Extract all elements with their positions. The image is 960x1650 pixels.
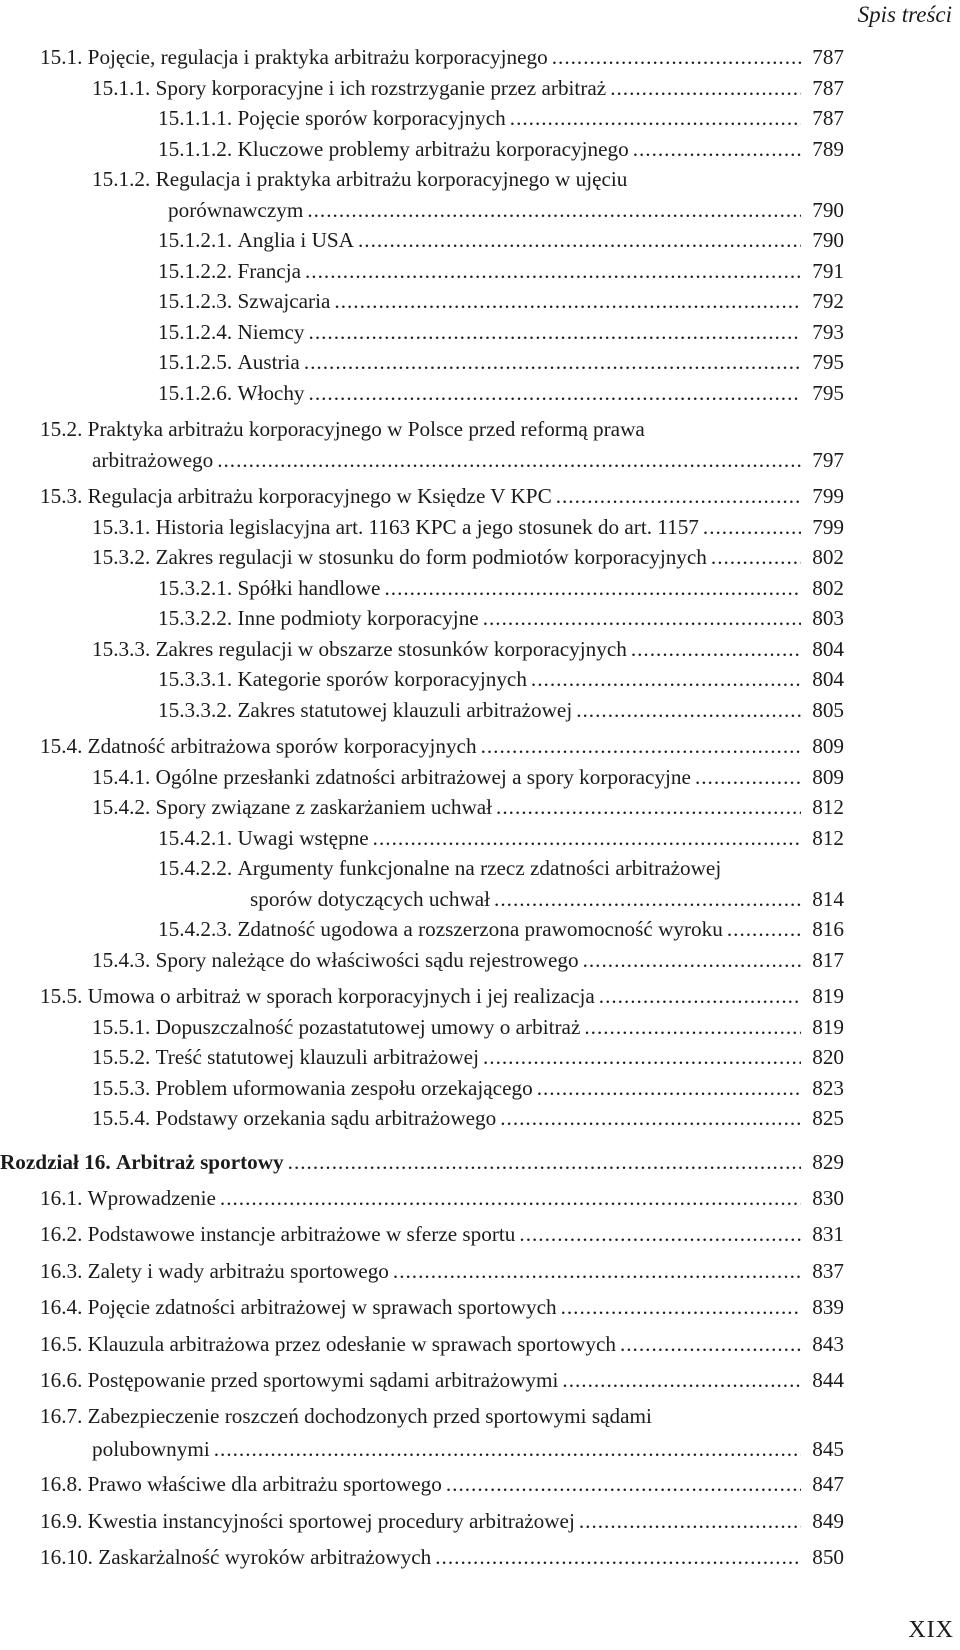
toc-entry-page: 803 [812,606,844,630]
toc-entry-number: 15.3.2. [92,545,151,569]
leader-dots [631,634,801,665]
toc-entry[interactable] [0,542,844,573]
leader-dots [552,42,801,73]
leader-dots [304,347,801,378]
toc-entry[interactable] [0,225,844,256]
toc-entry-page: 830 [812,1185,844,1210]
toc-entry[interactable] [0,603,844,634]
toc-entry-number: 15.4. [40,734,83,758]
toc-entry-page: 809 [812,734,844,758]
toc-entry[interactable] [0,134,844,165]
toc-entry-title: Zabezpieczenie roszczeń dochodzonych przed sportowymi sądami [87,1404,652,1429]
leader-dots [727,914,801,945]
leader-dots [562,1362,801,1398]
toc-entry[interactable] [0,256,844,287]
toc-entry-number: 16.8. [40,1472,83,1497]
toc-entry-title: Regulacja arbitrażu korporacyjnego w Księdze V KPC [87,484,552,508]
toc-entry[interactable] [0,981,844,1012]
toc-entry[interactable] [0,286,844,317]
toc-entry[interactable] [0,414,844,475]
toc-entry-number: 15.5.2. [92,1045,151,1069]
leader-dots [556,481,801,512]
table-of-contents [0,42,960,1576]
leader-dots [217,445,801,476]
toc-entry[interactable] [0,481,844,512]
toc-entry[interactable] [0,73,844,104]
toc-entry-title: Francja [237,258,301,283]
toc-entry[interactable] [0,792,844,823]
toc-entry-number: 16.1. [40,1185,83,1210]
toc-entry[interactable] [0,317,844,348]
toc-entry[interactable] [0,1103,844,1134]
toc-entry-number: 15.5.3. [92,1075,151,1100]
toc-entry-page: 802 [812,575,844,600]
toc-entry-number: 15.5.4. [92,1106,151,1130]
toc-entry-number: 15.3.3.1. [158,667,233,691]
leader-dots [393,1253,801,1289]
chapter-number: Rozdział 16. [0,1149,111,1174]
leader-dots [334,286,801,317]
leader-dots [576,695,801,726]
toc-entry-page: 825 [812,1106,844,1130]
toc-entry[interactable] [0,1466,844,1502]
toc-entry-number: 15.4.2.3. [158,917,233,941]
leader-dots [703,512,801,543]
toc-entry[interactable] [0,1289,844,1325]
toc-entry-number: 16.9. [40,1508,83,1533]
toc-entry-title: Zakres regulacji w stosunku do form podmiotów korporacyjnych [155,545,707,569]
leader-dots [695,762,801,793]
page-number: XIX [908,1617,954,1643]
toc-entry-title: Wprowadzenie [87,1185,216,1210]
toc-entry-title: Spory należące do właściwości sądu rejestrowego [155,947,579,972]
toc-entry[interactable] [0,945,844,976]
toc-entry-page: 793 [812,319,844,344]
leader-dots [583,945,801,976]
toc-entry[interactable] [0,42,844,73]
toc-entry[interactable] [0,1503,844,1539]
toc-entry-title: Umowa o arbitraż w sporach korporacyjnych i jej realizacja [87,984,595,1008]
leader-dots [711,542,801,573]
toc-entry-number: 15.1.2.4. [158,319,233,344]
toc-entry-number: 15.1. [40,45,83,69]
toc-entry-page: 804 [812,667,844,691]
toc-entry-page: 839 [812,1295,844,1320]
toc-entry-number: 15.3.3.2. [158,697,233,722]
toc-entry[interactable] [0,1012,844,1043]
toc-entry-page: 790 [812,228,844,252]
toc-entry-title: Prawo właściwe dla arbitrażu sportowego [87,1472,442,1497]
leader-dots [610,73,801,104]
leader-dots [288,1144,801,1180]
leader-dots [435,1539,801,1575]
toc-entry-title: Pojęcie sporów korporacyjnych [237,106,506,130]
leader-dots [561,1289,801,1325]
toc-entry-page: 802 [812,545,844,569]
toc-entry-page: 787 [812,106,844,130]
toc-entry-number: 15.4.2.2. [158,856,233,880]
toc-entry-number: 16.10. [40,1545,93,1570]
chapter-title: Arbitraż sportowy [115,1149,284,1174]
leader-dots [510,103,801,134]
toc-entry[interactable] [0,1073,844,1104]
toc-entry-title: Anglia i USA [237,228,354,252]
toc-entry-title: Zdatność ugodowa a rozszerzona prawomocność wyroku [237,917,723,941]
toc-entry-number: 15.1.2.3. [158,289,233,313]
toc-entry-title-continued: polubownymi [92,1437,210,1462]
toc-entry-title: Inne podmioty korporacyjne [237,606,479,630]
toc-entry-page: 805 [812,697,844,722]
toc-entry-title: Historia legislacyjna art. 1163 KPC a jego stosunek do art. 1157 [155,514,699,539]
toc-entry[interactable] [0,1400,844,1466]
toc-entry-page: 845 [812,1437,844,1462]
toc-entry-number: 15.4.1. [92,764,151,789]
toc-entry-title: Zalety i wady arbitrażu sportowego [87,1258,389,1283]
toc-entry-page: 814 [812,886,844,911]
toc-entry-title: Kwestia instancyjności sportowej procedury arbitrażowej [87,1508,575,1533]
toc-entry-page: 799 [812,514,844,539]
leader-dots [309,317,801,348]
toc-entry-title: Szwajcaria [237,289,331,313]
toc-entry[interactable] [0,347,844,378]
toc-entry-page: 837 [812,1258,844,1283]
leader-dots [481,731,801,762]
leader-dots [483,1042,801,1073]
toc-entry-number: 16.7. [40,1404,83,1429]
toc-entry-title: Spory korporacyjne i ich rozstrzyganie przez arbitraż [155,75,607,100]
running-head: Spis treści [857,2,952,27]
leader-dots [579,1503,801,1539]
toc-entry-page: 812 [812,825,844,850]
toc-entry-title: Pojęcie, regulacja i praktyka arbitrażu korporacyjnego [87,45,548,69]
toc-entry[interactable] [0,853,844,914]
toc-entry-page: 804 [812,636,844,661]
toc-entry-title: Austria [237,350,300,374]
toc-entry-title: Zakres regulacji w obszarze stosunków korporacyjnych [155,636,627,661]
toc-entry[interactable] [0,164,844,225]
leader-dots [384,573,801,604]
leader-dots [519,1216,801,1252]
toc-entry-number: 15.4.3. [92,947,151,972]
toc-entry-title: Spory związane z zaskarżaniem uchwał [155,795,493,819]
toc-entry-page: 847 [812,1472,844,1497]
toc-entry[interactable] [0,1326,844,1362]
toc-entry[interactable] [0,573,844,604]
toc-entry[interactable] [0,103,844,134]
toc-entry-title: Zdatność arbitrażowa sporów korporacyjnych [87,734,477,758]
toc-entry-title: Klauzula arbitrażowa przez odesłanie w sprawach sportowych [87,1331,616,1356]
leader-dots [446,1466,801,1502]
leader-dots [305,256,801,287]
toc-entry-page: 812 [812,795,844,819]
toc-entry-page: 787 [812,75,844,100]
toc-entry[interactable] [0,1042,844,1073]
toc-entry-number: 15.5.1. [92,1014,151,1039]
toc-entry-title-continued: sporów dotyczących uchwał [250,886,491,911]
toc-entry-page: 797 [812,447,844,472]
toc-entry-number: 15.1.1.2. [158,136,233,161]
leader-dots [214,1433,801,1466]
toc-entry-number: 16.2. [40,1222,83,1247]
toc-entry-title: Zakres statutowej klauzuli arbitrażowej [237,697,573,722]
toc-entry-number: 16.6. [40,1367,83,1392]
toc-entry-title: Pojęcie zdatności arbitrażowej w sprawach sportowych [87,1295,557,1320]
toc-entry-number: 15.3.2.1. [158,575,233,600]
toc-entry-page: 817 [812,947,844,972]
leader-dots [633,134,801,165]
toc-entry-page: 819 [812,984,844,1008]
leader-dots [307,195,801,226]
toc-entry-page: 787 [812,45,844,69]
toc-entry-page: 823 [812,1075,844,1100]
toc-entry-number: 15.1.1. [92,75,151,100]
toc-entry-number: 15.3. [40,484,83,508]
leader-dots [537,1073,801,1104]
toc-entry[interactable] [0,823,844,854]
toc-entry[interactable] [0,695,844,726]
toc-entry-page: 831 [812,1222,844,1247]
toc-entry-title: Praktyka arbitrażu korporacyjnego w Polsce przed reformą prawa [87,417,645,441]
toc-entry-number: 15.1.2.6. [158,380,233,405]
toc-entry[interactable] [0,664,844,695]
toc-entry-number: 15.1.1.1. [158,106,233,130]
toc-chapter-entry[interactable] [0,1144,844,1180]
toc-entry-title: Uwagi wstępne [237,825,369,850]
toc-entry-page: 849 [812,1508,844,1533]
toc-entry-page: 809 [812,764,844,789]
toc-entry-number: 15.4.2. [92,795,151,819]
toc-entry[interactable] [0,1253,844,1289]
toc-entry-title: Treść statutowej klauzuli arbitrażowej [155,1045,479,1069]
toc-entry-number: 15.3.2.2. [158,606,233,630]
toc-entry-title: Postępowanie przed sportowymi sądami arbitrażowymi [87,1367,559,1392]
toc-entry-page: 789 [812,136,844,161]
leader-dots [599,981,801,1012]
toc-entry-page: 795 [812,380,844,405]
toc-entry-page: 843 [812,1331,844,1356]
toc-entry-title: Zaskarżalność wyroków arbitrażowych [98,1545,432,1570]
leader-dots [531,664,801,695]
toc-entry-title: Włochy [237,380,305,405]
toc-entry-page: 816 [812,917,844,941]
toc-entry-number: 15.5. [40,984,83,1008]
toc-entry-number: 15.4.2.1. [158,825,233,850]
toc-entry-title-continued: arbitrażowego [92,447,214,472]
toc-entry-title: Niemcy [237,319,305,344]
toc-entry-title-continued: porównawczym [168,197,304,222]
toc-entry-page: 819 [812,1014,844,1039]
toc-entry[interactable] [0,731,844,762]
leader-dots [309,378,801,409]
toc-entry-page: 791 [812,258,844,283]
toc-entry-number: 15.1.2. [92,167,151,191]
toc-entry[interactable] [0,914,844,945]
leader-dots [584,1012,801,1043]
toc-entry-title: Podstawowe instancje arbitrażowe w sferze sportu [87,1222,516,1247]
leader-dots [373,823,801,854]
toc-entry-number: 16.5. [40,1331,83,1356]
toc-entry-number: 15.3.1. [92,514,151,539]
toc-entry-page: 792 [812,289,844,313]
toc-entry-number: 16.3. [40,1258,83,1283]
toc-entry-number: 15.1.2.2. [158,258,233,283]
leader-dots [620,1326,801,1362]
leader-dots [358,225,801,256]
toc-entry[interactable] [0,1180,844,1216]
toc-entry-number: 15.3.3. [92,636,151,661]
toc-entry[interactable] [0,762,844,793]
toc-entry[interactable] [0,512,844,543]
toc-entry-page: 850 [812,1545,844,1570]
toc-entry-title: Podstawy orzekania sądu arbitrażowego [155,1106,497,1130]
toc-entry-number: 15.1.2.5. [158,350,233,374]
toc-entry-title: Problem uformowania zespołu orzekającego [155,1075,533,1100]
toc-entry-title: Regulacja i praktyka arbitrażu korporacyjnego w ujęciu [155,167,628,191]
toc-entry[interactable] [0,1216,844,1252]
toc-entry-page: 790 [812,197,844,222]
toc-entry[interactable] [0,1362,844,1398]
toc-entry-title: Dopuszczalność pozastatutowej umowy o arbitraż [155,1014,581,1039]
toc-entry-title: Spółki handlowe [237,575,381,600]
leader-dots [496,792,801,823]
leader-dots [494,884,801,915]
toc-entry-page: 829 [812,1149,844,1174]
toc-entry-page: 795 [812,350,844,374]
toc-entry-page: 799 [812,484,844,508]
leader-dots [483,603,801,634]
leader-dots [220,1180,801,1216]
toc-entry-title: Kluczowe problemy arbitrażu korporacyjnego [237,136,629,161]
toc-entry-title: Argumenty funkcjonalne na rzecz zdatności arbitrażowej [237,856,722,880]
toc-entry-page: 820 [812,1045,844,1069]
toc-entry[interactable] [0,378,844,409]
toc-entry[interactable] [0,1539,844,1575]
toc-entry[interactable] [0,634,844,665]
toc-entry-number: 15.2. [40,417,83,441]
toc-entry-title: Kategorie sporów korporacyjnych [237,667,527,691]
toc-entry-page: 844 [812,1367,844,1392]
toc-entry-number: 16.4. [40,1295,83,1320]
leader-dots [500,1103,801,1134]
toc-entry-number: 15.1.2.1. [158,228,233,252]
toc-entry-title: Ogólne przesłanki zdatności arbitrażowej a spory korporacyjne [155,764,691,789]
